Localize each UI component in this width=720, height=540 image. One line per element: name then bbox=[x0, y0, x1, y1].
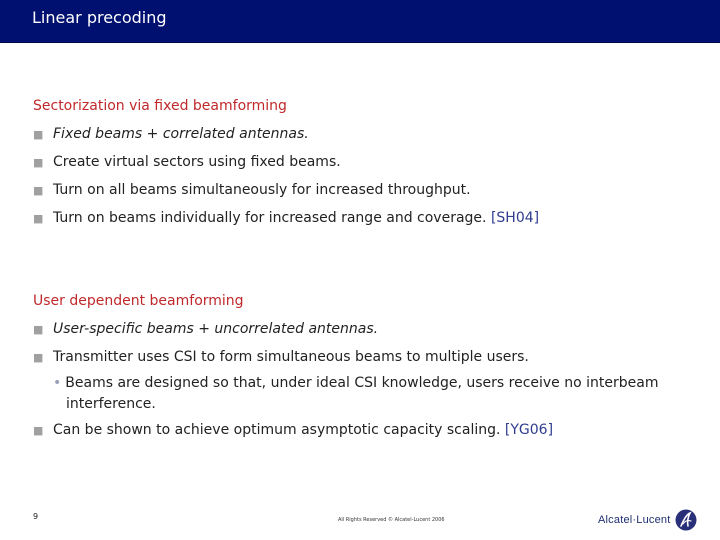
bullet-item bbox=[33, 125, 309, 144]
bullet-text: Fixed beams + correlated antennas. bbox=[53, 126, 309, 142]
sub-bullet-line-1: Beams are designed so that, under ideal CSI knowledge, users receive no interbeam bbox=[65, 375, 659, 391]
alcatel-lucent-logo bbox=[598, 509, 697, 531]
citation-sh04[interactable]: [SH04] bbox=[490, 210, 540, 226]
title-bar bbox=[0, 0, 720, 43]
bullet-text: Create virtual sectors using fixed beams. bbox=[53, 154, 341, 170]
bullet-item bbox=[33, 153, 341, 172]
square-bullet-icon: ■ bbox=[33, 351, 44, 364]
bullet-text: Turn on all beams simultaneously for increased throughput. bbox=[53, 182, 471, 198]
bullet-item bbox=[33, 181, 471, 200]
citation-yg06[interactable]: [YG06] bbox=[504, 422, 554, 438]
sub-bullet-item bbox=[53, 373, 683, 415]
square-bullet-icon: ■ bbox=[33, 156, 44, 169]
bullet-text: User-specific beams + uncorrelated antennas. bbox=[53, 321, 379, 337]
copyright-notice: All Rights Reserved © Alcatel-Lucent 2006 bbox=[338, 517, 445, 523]
bullet-text: Transmitter uses CSI to form simultaneous beams to multiple users. bbox=[53, 349, 529, 365]
square-bullet-icon: ■ bbox=[33, 323, 44, 336]
bullet-item bbox=[33, 320, 378, 339]
bullet-text: Can be shown to achieve optimum asymptotic capacity scaling. bbox=[53, 422, 505, 438]
bullet-item bbox=[33, 421, 553, 440]
sub-bullet-line-2: interference. bbox=[66, 396, 156, 412]
section-heading-fixed-beamforming: Sectorization via fixed beamforming bbox=[33, 98, 287, 114]
alcatel-lucent-swirl-icon bbox=[675, 509, 697, 531]
logo-wordmark: Alcatel·Lucent bbox=[598, 514, 671, 526]
square-bullet-icon: ■ bbox=[33, 424, 44, 437]
square-bullet-icon: ■ bbox=[33, 128, 44, 141]
bullet-item bbox=[33, 348, 529, 367]
bullet-text: Turn on beams individually for increased range and coverage. bbox=[53, 210, 491, 226]
page-number: 9 bbox=[33, 512, 39, 521]
square-bullet-icon: ■ bbox=[33, 184, 44, 197]
slide-title: Linear precoding bbox=[32, 8, 167, 27]
section-heading-user-dependent-beamforming: User dependent beamforming bbox=[33, 293, 244, 309]
bullet-item bbox=[33, 209, 539, 228]
round-bullet-icon: • bbox=[53, 375, 62, 391]
square-bullet-icon: ■ bbox=[33, 212, 44, 225]
